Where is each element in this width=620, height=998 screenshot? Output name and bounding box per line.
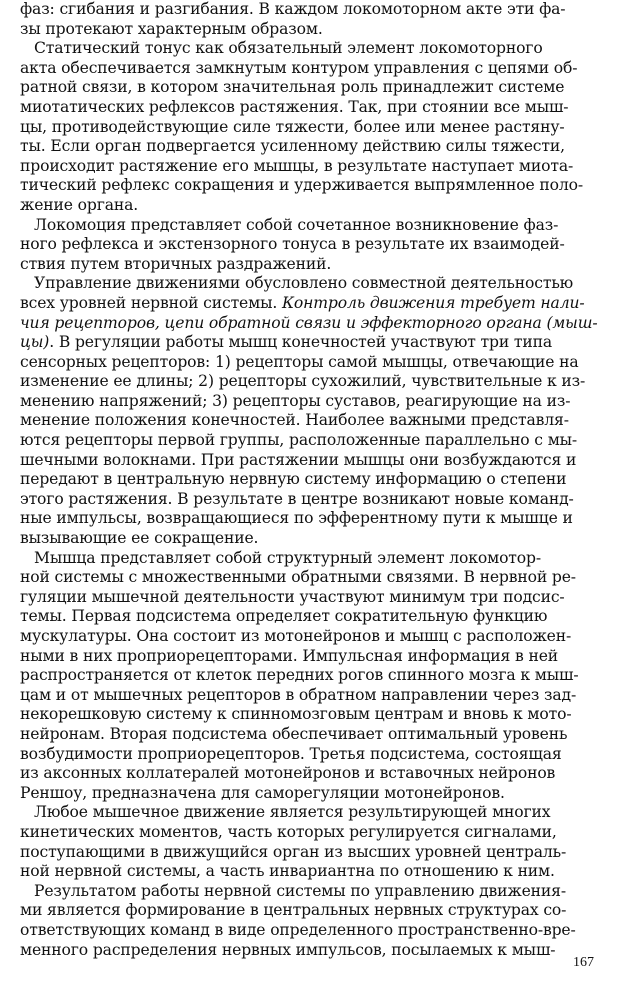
italic-run: Контроль движения требует нали- xyxy=(281,293,585,312)
page-number: 167 xyxy=(573,955,594,970)
text-line: изменение ее длины; 2) рецепторы сухожилий, чувствительные к из- xyxy=(20,372,586,391)
text-line: темы. Первая подсистема определяет сократительную функцию xyxy=(20,607,548,626)
text-line: чия рецепторов, цепи обратной связи и эффекторного органа (мыш- xyxy=(20,313,598,332)
text-line: фаз: сгибания и разгибания. В каждом локомоторном акте эти фа- xyxy=(20,0,566,18)
text-line: цы, противодействующие силе тяжести, более или менее растяну- xyxy=(20,117,565,136)
text-line: ными в них проприорецепторами. Импульсная информация в ней xyxy=(20,646,559,665)
text-line: вызывающие ее сокращение. xyxy=(20,529,259,548)
text-line: этого растяжения. В результате в центре возникают новые команд- xyxy=(20,489,574,508)
text-line xyxy=(20,333,606,353)
text-line: сенсорных рецепторов: 1) рецепторы самой мышцы, отвечающие на xyxy=(20,352,579,371)
text-line: возбудимости проприорецепторов. Третья подсистема, состоящая xyxy=(20,744,562,763)
text-line: менению напряжений; 3) рецепторы суставов, реагирующие на из- xyxy=(20,391,571,410)
italic-run: цы) xyxy=(20,333,50,352)
text-line: миотатических рефлексов растяжения. Так, при стоянии все мыш- xyxy=(20,97,569,116)
text-line: ной нервной системы, а часть инвариантна по отношению к ним. xyxy=(20,862,555,881)
text-line: акта обеспечивается замкнутым контуром управления с цепями об- xyxy=(20,58,578,77)
text-line: ной системы с множественными обратными связями. В нервной ре- xyxy=(20,568,576,587)
text-line: ты. Если орган подвергается усиленному действию силы тяжести, xyxy=(20,137,565,156)
text-line: из аксонных коллатералей мотонейронов и вставочных нейронов xyxy=(20,764,556,783)
text-line: мускулатуры. Она состоит из мотонейронов и мышц с расположен- xyxy=(20,627,572,645)
text-run: . В регуляции работы мышц конечностей участвуют три типа xyxy=(49,333,553,352)
text-line: нейронам. Вторая подсистема обеспечивает оптимальный уровень xyxy=(20,724,568,743)
text-line xyxy=(20,294,606,314)
body-text xyxy=(20,0,606,960)
text-line: Локомоция представляет собой сочетанное возникновение фаз- xyxy=(34,215,559,234)
text-line: передают в центральную нервную систему информацию о степени xyxy=(20,470,567,489)
text-line: некорешковую систему к спинномозговым центрам и вновь к мото- xyxy=(20,705,572,724)
text-line: распространяется от клеток передних рогов спинного мозга к мыш- xyxy=(20,666,579,685)
text-line: Результатом работы нервной системы по управлению движения- xyxy=(34,881,566,900)
text-line: Управление движениями обусловлено совместной деятельностью xyxy=(34,274,574,293)
text-line: менение положения конечностей. Наиболее важными представля- xyxy=(20,411,569,430)
text-line: шечными волокнами. При растяжении мышцы они возбуждаются и xyxy=(20,450,577,469)
text-line: ратной связи, в котором значительная роль принадлежит системе xyxy=(20,78,565,97)
text-line: Статический тонус как обязательный элемент локомоторного xyxy=(34,39,543,58)
text-line: Любое мышечное движение является результирующей многих xyxy=(34,803,551,822)
text-line: поступающими в движущийся орган из высших уровней централь- xyxy=(20,842,567,861)
text-line: ного рефлекса и экстензорного тонуса в результате их взаимодей- xyxy=(20,235,565,254)
text-line: ные импульсы, возвращающиеся по эфферентному пути к мышце и xyxy=(20,509,573,528)
text-line: Реншоу, предназначена для саморегуляции мотонейронов. xyxy=(20,783,505,802)
text-line: Мышца представляет собой структурный элемент локомотор- xyxy=(34,548,541,567)
text-line: ми является формирование в центральных нервных структурах со- xyxy=(20,901,567,920)
text-run: всех уровней нервной системы. xyxy=(20,293,278,312)
text-line: цам и от мышечных рецепторов в обратном направлении через зад- xyxy=(20,685,577,704)
text-line: гуляции мышечной деятельности участвуют минимум три подсис- xyxy=(20,587,565,606)
text-line: зы протекают характерным образом. xyxy=(20,19,323,38)
text-line: происходит растяжение его мышцы, в результате наступает миота- xyxy=(20,156,574,175)
text-line: ются рецепторы первой группы, расположенные параллельно с мы- xyxy=(20,431,578,450)
text-line: ответствующих команд в виде определенного пространственно-вре- xyxy=(20,920,576,939)
text-line: ствия путем вторичных раздражений. xyxy=(20,254,332,273)
text-line: менного распределения нервных импульсов, посылаемых к мыш- xyxy=(20,940,556,959)
text-line: кинетических моментов, часть которых регулируется сигналами, xyxy=(20,822,557,841)
text-line: жение органа. xyxy=(20,195,139,214)
text-line: тический рефлекс сокращения и удерживается выпрямленное поло- xyxy=(20,176,583,195)
